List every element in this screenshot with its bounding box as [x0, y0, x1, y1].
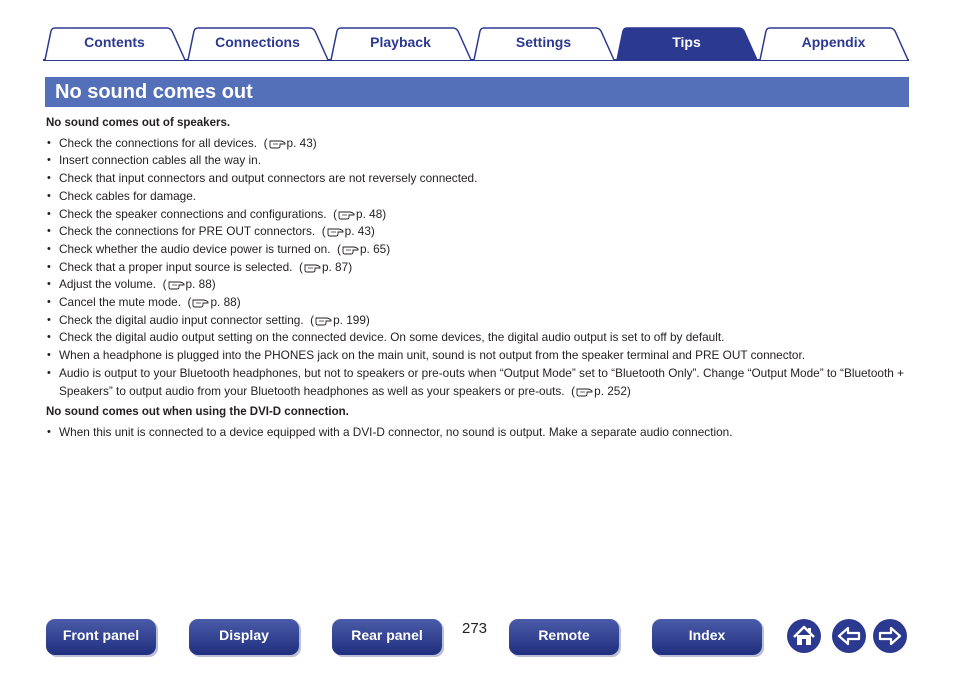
tab-tips[interactable]	[615, 27, 758, 61]
bullet-list	[46, 135, 906, 401]
tab-contents[interactable]	[43, 27, 186, 61]
page-reference-text: p. 199	[333, 312, 366, 327]
pointing-hand-icon	[315, 315, 332, 326]
list-item	[46, 241, 906, 259]
page-reference-link[interactable]: ( p. 252)	[564, 383, 631, 398]
back-button[interactable]	[831, 618, 867, 654]
tab-label: Settings	[515, 34, 572, 50]
list-item	[46, 259, 906, 277]
title-band	[45, 77, 909, 107]
tab-settings[interactable]	[472, 27, 615, 61]
pointing-hand-icon	[338, 209, 355, 220]
page-reference-link[interactable]: ( p. 48)	[326, 206, 387, 221]
page-reference-text: p. 65	[359, 241, 387, 256]
page-reference-text: p. 43	[286, 135, 313, 150]
page-reference-text: p. 88	[185, 277, 212, 292]
page-reference-link[interactable]: ( p. 88)	[156, 277, 216, 292]
front-panel-button[interactable]: Front panel	[46, 619, 156, 655]
list-item	[46, 424, 906, 442]
list-item	[46, 170, 906, 188]
page-reference-link[interactable]: ( p. 87)	[292, 259, 353, 274]
section-heading: No sound comes out of speakers.	[46, 117, 231, 129]
tab-label: Playback	[370, 34, 431, 50]
section-heading: No sound comes out when using the DVI-D connection.	[46, 406, 349, 419]
page-reference-text: p. 43	[344, 224, 371, 239]
list-item	[46, 312, 906, 330]
page-reference-text: p. 252	[594, 383, 627, 398]
list-item-text: Check that a proper input source is selected.	[59, 259, 293, 274]
tab-label: Connections	[215, 34, 300, 50]
page-number: 273	[462, 620, 488, 637]
pointing-hand-icon	[304, 262, 321, 273]
pointing-hand-icon	[327, 226, 344, 237]
list-item	[46, 206, 906, 224]
page-title: No sound comes out	[55, 81, 253, 103]
index-button[interactable]: Index	[652, 619, 762, 655]
page-reference-link[interactable]: ( p. 199)	[303, 312, 370, 327]
page-reference-text: p. 48	[356, 206, 383, 221]
tab-label: Tips	[672, 34, 701, 50]
pointing-hand-icon	[576, 386, 593, 397]
tab-playback[interactable]	[329, 27, 472, 61]
list-item	[46, 276, 906, 294]
bullet-list	[46, 424, 906, 442]
list-item-text: Check the connections for PRE OUT connectors.	[59, 224, 316, 239]
page-reference-text: p. 87	[321, 259, 349, 274]
list-item-text: Insert connection cables all the way in.	[59, 153, 261, 168]
list-item-text: Check that input connectors and output connectors are not reversely connected.	[59, 171, 478, 186]
list-item-text: Check the speaker connections and configurations.	[59, 206, 327, 221]
list-item	[46, 329, 906, 347]
list-item	[46, 294, 906, 312]
list-item-text: Check whether the audio device power is turned on.	[59, 241, 331, 256]
page-reference-text: p. 88	[210, 295, 237, 310]
tab-bar	[43, 27, 909, 62]
pointing-hand-icon	[168, 279, 185, 290]
page-reference-link[interactable]: ( p. 88)	[180, 295, 241, 310]
tab-appendix[interactable]	[758, 27, 909, 61]
list-item-text: Audio is output to your Bluetooth headphones, but not to speakers or pre-outs when “Output Mode” set to “Bluetooth Only”. Change “Output Mode” to “Bluetooth + Speakers” to output audio from your Bluetooth headphones as well as your speakers or pre-outs.	[59, 365, 904, 398]
page-reference-link[interactable]: ( p. 65)	[330, 241, 391, 256]
list-item	[46, 365, 906, 400]
list-item-text: When this unit is connected to a device equipped with a DVI-D connector, no sound is output. Make a separate audio connection.	[59, 424, 733, 439]
home-icon	[786, 618, 822, 654]
tab-label: Appendix	[801, 34, 866, 50]
remote-button[interactable]: Remote	[509, 619, 619, 655]
arrow-left-icon	[831, 618, 867, 654]
list-item	[46, 347, 906, 365]
tab-connections[interactable]	[186, 27, 329, 61]
tab-label: Contents	[84, 34, 145, 50]
list-item	[46, 188, 906, 206]
list-item-text: Check the digital audio input connector setting.	[59, 312, 304, 327]
list-item-text: Check the connections for all devices.	[59, 135, 258, 150]
list-item	[46, 152, 906, 170]
page-reference-link[interactable]: ( p. 43)	[315, 224, 375, 239]
list-item-text: Cancel the mute mode.	[59, 295, 181, 310]
list-item-text: When a headphone is plugged into the PHONES jack on the main unit, sound is not output from the speaker terminal and PRE OUT connector.	[59, 348, 806, 363]
list-item-text: Check the digital audio output setting on the connected device. On some devices, the digital audio output is set to off by default.	[59, 330, 725, 345]
main-content	[46, 115, 906, 446]
pointing-hand-icon	[192, 297, 209, 308]
forward-button[interactable]	[872, 618, 908, 654]
rear-panel-button[interactable]: Rear panel	[332, 619, 442, 655]
list-item-text: Adjust the volume.	[59, 277, 157, 292]
list-item-text: Check cables for damage.	[59, 188, 197, 203]
home-button[interactable]	[786, 618, 822, 654]
pointing-hand-icon	[342, 244, 359, 255]
arrow-right-icon	[872, 618, 908, 654]
pointing-hand-icon	[269, 138, 286, 149]
page-reference-link[interactable]: ( p. 43)	[257, 135, 317, 150]
list-item	[46, 135, 906, 153]
display-button[interactable]: Display	[189, 619, 299, 655]
list-item	[46, 223, 906, 241]
